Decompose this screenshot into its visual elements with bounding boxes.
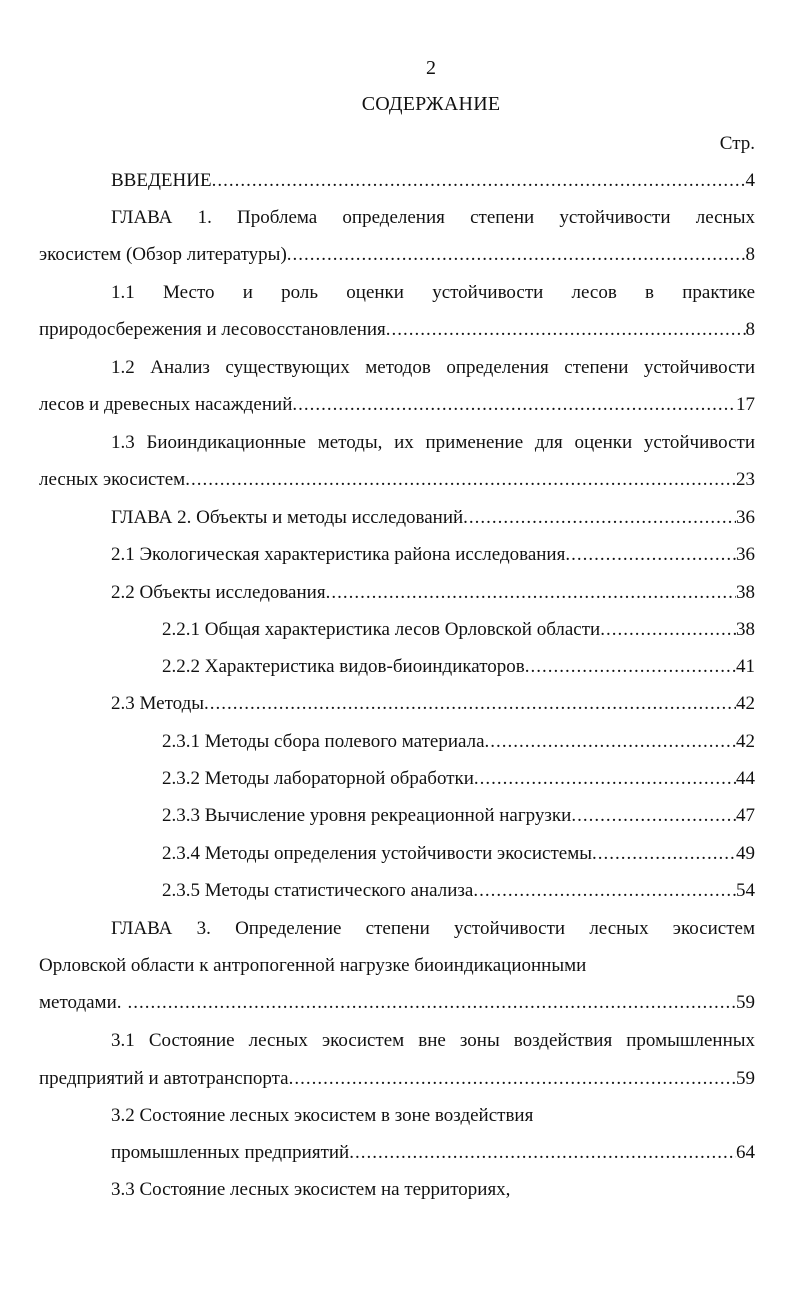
toc-entry-1-2-line1: 1.2 Анализ существующих методов определения степени устойчивости — [111, 357, 755, 378]
toc-entry-ch1-line1: ГЛАВА 1. Проблема определения степени устойчивости лесных — [111, 207, 755, 228]
toc-entry-2-3-1: 2.3.1 Методы сбора полевого материала ..... 42 — [162, 729, 755, 755]
toc-entry-1-1-line2: природосбережения и лесовосстановления ..... 8 — [39, 317, 755, 343]
toc-entry-2-2: 2.2 Объекты исследования ..... 38 — [111, 580, 755, 606]
toc-entry-2-3-4: 2.3.4 Методы определения устойчивости экосистемы ..... 49 — [162, 841, 755, 867]
toc-entry-ch3-line1: ГЛАВА 3. Определение степени устойчивости лесных экосистем — [111, 918, 755, 939]
toc-entry-1-2-line2: лесов и древесных насаждений ..... 17 — [39, 392, 755, 418]
toc-entry-3-3-line1: 3.3 Состояние лесных экосистем на территориях, — [111, 1179, 511, 1200]
toc-entry-3-1-line2: предприятий и автотранспорта ..... 59 — [39, 1066, 755, 1092]
toc-entry-2-2-1: 2.2.1 Общая характеристика лесов Орловской области ..... 38 — [162, 617, 755, 643]
toc-entry-ch1-line2: экосистем (Обзор литературы) ..... 8 — [39, 242, 755, 268]
toc-entry-2-3-3: 2.3.3 Вычисление уровня рекреационной нагрузки ..... 47 — [162, 803, 755, 829]
toc-entry-ch3-line3: методами. ..... 59 — [39, 990, 755, 1016]
toc-entry-2-2-2: 2.2.2 Характеристика видов-биоиндикаторов ..... 41 — [162, 654, 755, 680]
page-column-label: Стр. — [719, 133, 755, 154]
toc-entry-1-3-line2: лесных экосистем ..... 23 — [39, 467, 755, 493]
toc-entry-3-1-line1: 3.1 Состояние лесных экосистем вне зоны воздействия промышленных — [111, 1030, 755, 1051]
page-number: 2 — [426, 57, 436, 79]
toc-entry-3-2-line1: 3.2 Состояние лесных экосистем в зоне воздействия — [111, 1105, 534, 1126]
page-title: СОДЕРЖАНИЕ — [361, 93, 501, 115]
toc-entry-intro: ВВЕДЕНИЕ ..... 4 — [111, 168, 755, 194]
toc-entry-ch2: ГЛАВА 2. Объекты и методы исследований ..... 36 — [111, 505, 755, 531]
toc-entry-3-2-line2: промышленных предприятий ..... 64 — [111, 1140, 755, 1166]
toc-entry-2-1: 2.1 Экологическая характеристика района исследования ..... 36 — [111, 542, 755, 568]
toc-entry-1-3-line1: 1.3 Биоиндикационные методы, их применение для оценки устойчивости — [111, 432, 755, 453]
toc-entry-2-3: 2.3 Методы ..... 42 — [111, 691, 755, 717]
toc-entry-2-3-2: 2.3.2 Методы лабораторной обработки ..... 44 — [162, 766, 755, 792]
toc-entry-2-3-5: 2.3.5 Методы статистического анализа ..... 54 — [162, 878, 755, 904]
toc-entry-ch3-line2: Орловской области к антропогенной нагрузке биоиндикационными — [39, 955, 587, 976]
toc-entry-1-1-line1: 1.1 Место и роль оценки устойчивости лесов в практике — [111, 282, 755, 303]
